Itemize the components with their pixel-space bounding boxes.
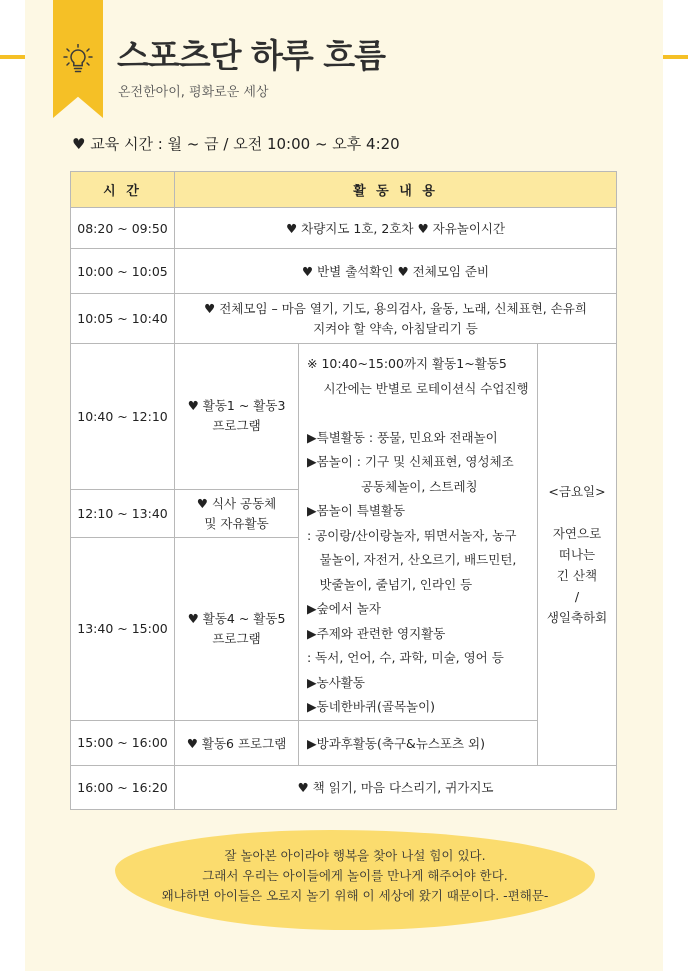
- lightbulb-icon: [63, 44, 93, 76]
- detail-line: 시간에는 반별로 로테이션식 수업진행: [307, 380, 529, 396]
- detail-line: ▶몸놀이 특별활동: [307, 503, 406, 518]
- table-row: [71, 249, 617, 294]
- detail-line: ※ 10:40~15:00까지 활동1~활동5: [307, 356, 507, 371]
- table-row: [71, 344, 617, 490]
- friday-line: 자연으로: [552, 525, 602, 541]
- program-line: 프로그램: [212, 630, 261, 646]
- program-line: ♥ 활동1 ~ 활동3: [187, 398, 286, 414]
- detail-line: [307, 401, 533, 426]
- detail-line: ▶숲에서 놀자: [307, 601, 381, 616]
- detail-cell: ▶방과후활동(축구&뉴스포츠 외): [299, 720, 538, 765]
- quote-line: 잘 놀아본 아이라야 행복을 찾아 나설 힘이 있다.: [224, 848, 486, 863]
- program-cell: [175, 344, 299, 490]
- table-header-row: [71, 172, 617, 208]
- table-row: [71, 294, 617, 344]
- quote-line: 왜냐하면 아이들은 오로지 놀기 위해 이 세상에 왔기 때문이다. -편해문-: [161, 888, 549, 903]
- friday-line: /: [574, 588, 580, 604]
- program-line: 및 자유활동: [204, 515, 269, 531]
- detail-line: 공동체놀이, 스트레칭: [307, 478, 478, 494]
- header-time: 시 간: [71, 172, 175, 208]
- activity-cell: ♥ 차량지도 1호, 2호차 ♥ 자유놀이시간: [175, 208, 617, 249]
- time-cell: 16:00 ~ 16:20: [71, 765, 175, 809]
- detail-line: ▶농사활동: [307, 674, 365, 690]
- left-accent-line: [0, 55, 25, 59]
- detail-line: 물놀이, 자전거, 산오르기, 배드민턴,: [307, 552, 517, 567]
- time-cell: 15:00 ~ 16:00: [71, 720, 175, 765]
- time-cell: 13:40 ~ 15:00: [71, 538, 175, 720]
- education-time: ♥ 교육 시간 : 월 ~ 금 / 오전 10:00 ~ 오후 4:20: [72, 135, 400, 153]
- quote-box: [115, 830, 595, 930]
- friday-line: <금요일>: [548, 483, 606, 499]
- program-line: 프로그램: [212, 418, 261, 434]
- activity-cell: ♥ 책 읽기, 마음 다스리기, 귀가지도: [175, 765, 617, 809]
- schedule-table: [70, 171, 617, 810]
- friday-line: 긴 산책: [556, 567, 598, 583]
- activity-cell: ♥ 반별 출석확인 ♥ 전체모임 준비: [175, 249, 617, 294]
- time-cell: 10:40 ~ 12:10: [71, 344, 175, 490]
- time-cell: 08:20 ~ 09:50: [71, 208, 175, 249]
- activity-line: 지켜야 할 약속, 아침달리기 등: [313, 320, 478, 336]
- table-row: [71, 765, 617, 809]
- quote-text: [115, 846, 595, 906]
- quote-line: 그래서 우리는 아이들에게 놀이를 만나게 해주어야 한다.: [202, 868, 508, 883]
- activity-cell: [175, 294, 617, 344]
- friday-line: [542, 502, 612, 523]
- program-line: ♥ 활동4 ~ 활동5: [187, 610, 286, 626]
- detail-line: ▶주제와 관련한 영지활동: [307, 625, 446, 641]
- friday-line: 떠나는: [558, 546, 596, 562]
- table-row: [71, 208, 617, 249]
- program-cell: [175, 489, 299, 537]
- header-activity: 활 동 내 용: [175, 172, 617, 208]
- program-line: ♥ 식사 공동체: [196, 495, 277, 511]
- detail-line: 밧줄놀이, 줄넘기, 인라인 등: [307, 576, 473, 592]
- detail-line: ▶동네한바퀴(골목놀이): [307, 699, 436, 714]
- detail-line: ▶몸놀이 : 기구 및 신체표현, 영성체조: [307, 454, 514, 469]
- right-accent-line: [663, 55, 688, 59]
- program-cell: ♥ 활동6 프로그램: [175, 720, 299, 765]
- activity-details-cell: [299, 344, 538, 721]
- time-cell: 10:05 ~ 10:40: [71, 294, 175, 344]
- page-subtitle: 온전한아이, 평화로운 세상: [118, 85, 269, 100]
- program-cell: [175, 538, 299, 720]
- time-cell: 12:10 ~ 13:40: [71, 489, 175, 537]
- detail-line: : 독서, 언어, 수, 과학, 미술, 영어 등: [307, 650, 504, 665]
- page-title: 스포츠단 하루 흐름: [117, 36, 386, 75]
- activity-line: ♥ 전체모임 – 마음 열기, 기도, 용의검사, 율동, 노래, 신체표현, 손유희: [204, 300, 587, 316]
- friday-cell: [538, 344, 617, 766]
- friday-line: 생일축하회: [546, 609, 608, 625]
- detail-line: ▶특별활동 : 풍물, 민요와 전래놀이: [307, 429, 498, 445]
- time-cell: 10:00 ~ 10:05: [71, 249, 175, 294]
- table-row: [71, 720, 617, 765]
- detail-line: : 공이랑/산이랑놀자, 뛰면서놀자, 농구: [307, 527, 517, 543]
